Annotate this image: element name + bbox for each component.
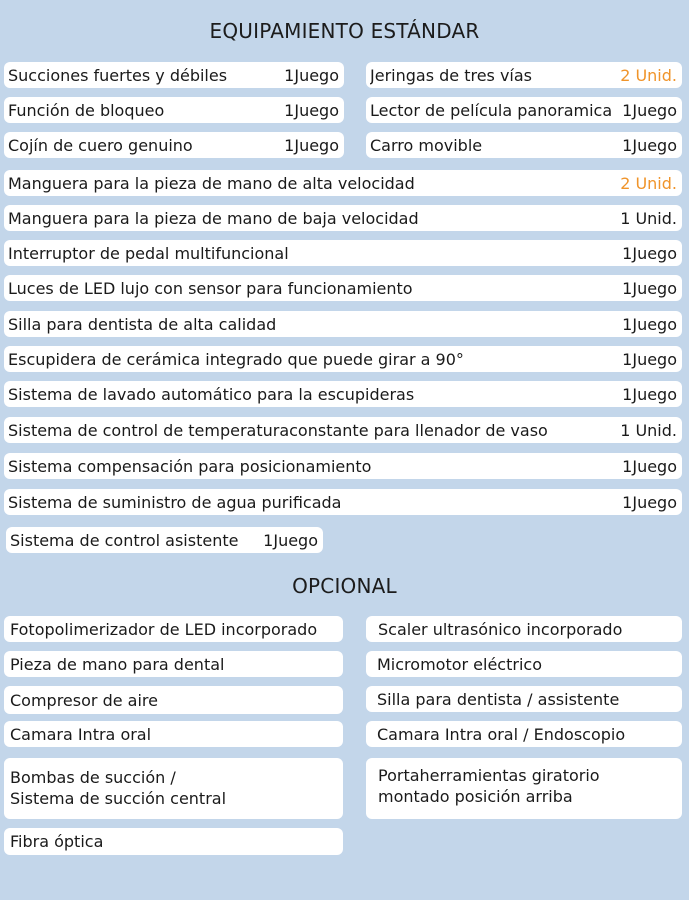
standard-row [4,417,682,443]
optional-item-label: Micromotor eléctrico [377,654,542,674]
optional-item [4,721,343,747]
item-quantity: 1Juego [622,135,677,155]
optional-item [4,616,343,642]
optional-item-label: Camara Intra oral / Endoscopio [377,724,626,744]
item-quantity: 1Juego [284,100,339,120]
item-name: Sistema de suministro de agua purificada [8,492,342,512]
standard-equipment-title: EQUIPAMIENTO ESTÁNDAR [209,19,480,43]
item-name: Cojín de cuero genuino [8,135,193,155]
optional-item-label: Fibra óptica [10,832,104,851]
standard-row [4,62,344,88]
item-name: Silla para dentista de alta calidad [8,314,277,334]
standard-row [4,170,682,196]
item-name: Succiones fuertes y débiles [8,65,228,85]
item-name: Función de bloqueo [8,100,165,120]
item-name: Lector de película panoramica [370,100,613,120]
item-quantity: 1 Unid. [620,208,677,228]
optional-item [4,686,343,714]
optional-item [366,651,682,677]
standard-row [4,489,682,515]
optional-item-label: Scaler ultrasónico incorporado [378,619,623,639]
optional-item-label: Silla para dentista / assistente [377,689,620,709]
item-name: Sistema de lavado automático para la escupideras [8,384,415,404]
optional-item-label: Pieza de mano para dental [10,654,225,674]
item-quantity: 1Juego [622,243,677,263]
standard-row [4,311,682,337]
optional-item [366,721,682,747]
standard-row [4,240,682,266]
standard-row [6,527,323,553]
item-quantity: 1Juego [622,278,677,298]
standard-row [4,132,344,158]
optional-item-label: Compresor de aire [10,690,158,710]
item-quantity: 1Juego [263,530,318,550]
item-name: Sistema de control asistente [10,530,239,550]
optional-item [366,616,682,642]
item-quantity: 1Juego [622,100,677,120]
standard-row [4,205,682,231]
item-quantity: 1Juego [622,349,677,369]
item-quantity: 1Juego [284,135,339,155]
optional-item-label: Camara Intra oral [10,724,152,744]
item-name: Luces de LED lujo con sensor para funcionamiento [8,278,413,298]
item-quantity: 1Juego [622,384,677,404]
item-name: Interruptor de pedal multifuncional [8,243,289,263]
optional-equipment-title: OPCIONAL [292,574,397,598]
item-quantity: 1 Unid. [620,420,677,440]
standard-row [366,97,682,123]
item-name: Carro movible [370,135,483,155]
standard-row [4,381,682,407]
standard-row [4,97,344,123]
item-quantity: 1Juego [622,492,677,512]
item-quantity: 2 Unid. [620,173,677,193]
standard-row [4,275,682,301]
optional-item [366,758,682,819]
standard-row [4,346,682,372]
optional-item-label: Bombas de succión / [10,768,176,787]
item-name: Manguera para la pieza de mano de alta velocidad [8,173,415,193]
optional-item-label-line2: Sistema de succión central [10,789,227,808]
optional-item-label-line2: montado posición arriba [378,787,573,806]
item-name: Sistema de control de temperaturaconstante para llenador de vaso [8,420,548,440]
optional-item [4,828,343,855]
item-name: Sistema compensación para posicionamiento [8,456,372,476]
optional-item-label: Fotopolimerizador de LED incorporado [10,619,318,639]
item-name: Manguera para la pieza de mano de baja velocidad [8,208,419,228]
item-quantity: 2 Unid. [620,65,677,85]
optional-item [4,758,343,819]
optional-item [4,651,343,677]
item-quantity: 1Juego [622,314,677,334]
optional-item-label: Portaherramientas giratorio [378,766,600,785]
item-name: Jeringas de tres vías [370,65,533,85]
item-quantity: 1Juego [622,456,677,476]
item-name: Escupidera de cerámica integrado que puede girar a 90° [8,349,464,369]
standard-row [366,62,682,88]
standard-row [4,453,682,479]
standard-row [366,132,682,158]
item-quantity: 1Juego [284,65,339,85]
optional-item [366,686,682,712]
